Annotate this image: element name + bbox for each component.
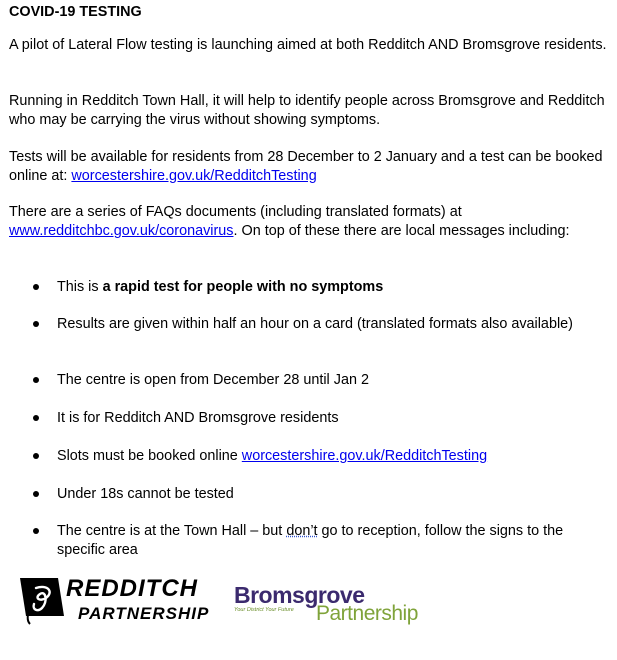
list-item xyxy=(57,371,607,390)
location-paragraph: Running in Redditch Town Hall, it will help to identify people across Bromsgrove and Redditch who may be carrying the virus without showing symptoms. xyxy=(9,93,605,128)
bullet-icon xyxy=(33,284,39,290)
faq-link[interactable]: www.redditchbc.gov.uk/coronavirus xyxy=(9,222,234,239)
redditch-partnership-logo xyxy=(14,576,210,632)
bullet-bold-text: a rapid test for people with no symptoms xyxy=(102,279,384,295)
bullet-icon xyxy=(33,377,39,383)
bromsgrove-logo-tagline: Your District Your Future xyxy=(234,607,294,613)
bullet-icon xyxy=(33,321,39,327)
list-item xyxy=(57,315,607,334)
slots-booking-link[interactable]: worcestershire.gov.uk/RedditchTesting xyxy=(241,448,488,464)
list-item xyxy=(57,278,607,297)
list-item xyxy=(57,485,607,504)
bullet-text: The centre is open from December 28 until Jan 2 xyxy=(57,372,369,388)
bullet-text: Results are given within half an hour on a card (translated formats also available) xyxy=(57,316,573,332)
bullet-text: Under 18s cannot be tested xyxy=(57,486,234,502)
booking-paragraph xyxy=(9,148,609,185)
list-item xyxy=(57,447,607,466)
bullet-icon xyxy=(33,491,39,497)
booking-link[interactable]: worcestershire.gov.uk/RedditchTesting xyxy=(71,167,317,184)
bromsgrove-partnership-logo xyxy=(234,584,424,628)
redditch-logo-line2: PARTNERSHIP xyxy=(78,604,210,623)
bullet-text-before: The centre is at the Town Hall – but xyxy=(57,523,287,539)
bullet-text: Slots must be booked online xyxy=(57,448,242,464)
intro-paragraph: A pilot of Lateral Flow testing is launching aimed at both Redditch AND Bromsgrove residents. xyxy=(9,37,607,53)
redditch-logo-line1: REDDITCH xyxy=(66,575,198,602)
faq-paragraph xyxy=(9,203,609,240)
faq-text-after: . On top of these there are local messages including: xyxy=(233,222,570,239)
faq-text-before: There are a series of FAQs documents (including translated formats) at xyxy=(9,204,462,220)
spellcheck-word: don’t xyxy=(286,523,318,539)
bullet-text-after: go to reception, follow the signs to the specific area xyxy=(57,523,564,558)
bullet-icon xyxy=(33,415,39,421)
bromsgrove-logo-line1: Bromsgrove xyxy=(234,582,365,608)
bromsgrove-logo-line2: Partnership xyxy=(316,602,418,625)
list-item xyxy=(57,522,607,559)
redditch-emblem-icon xyxy=(14,576,70,626)
bullet-icon xyxy=(33,453,39,459)
page-title: COVID-19 TESTING xyxy=(9,4,142,20)
bullet-icon xyxy=(33,528,39,534)
list-item xyxy=(57,409,607,428)
booking-text: Tests will be available for residents from 28 December to 2 January and a test can be booked online at: xyxy=(9,149,603,184)
bullet-text: It is for Redditch AND Bromsgrove residents xyxy=(57,410,339,426)
bullet-text: This is xyxy=(57,279,103,295)
